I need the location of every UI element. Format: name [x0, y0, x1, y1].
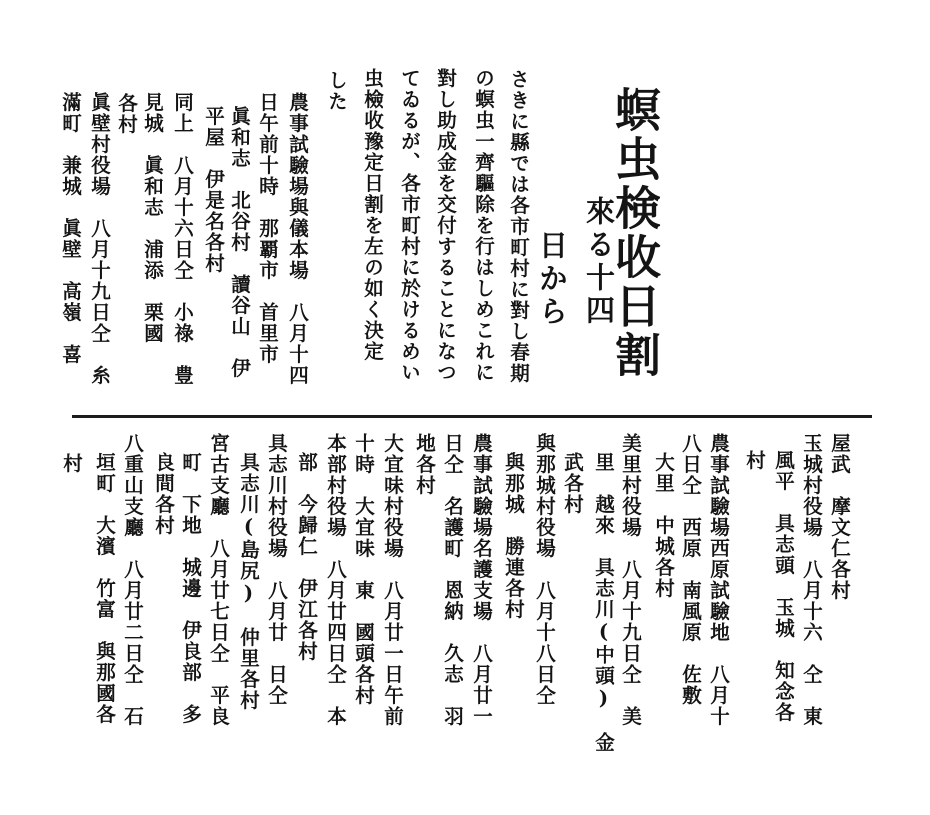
schedule-line: 本部村役場 八月廿四日仝 本: [324, 433, 347, 727]
schedule-line: 里 越來 具志川(中頭) 金: [592, 452, 615, 753]
schedule-line: 具志川(島尻) 仲里各村: [237, 452, 260, 711]
article-subtitle-line-1: 來る十四: [582, 196, 616, 328]
schedule-line: 垣町 大濱 竹富 與那國各: [93, 452, 116, 725]
body-line: 眞和志 北谷村 讀谷山 伊: [228, 106, 251, 379]
schedule-line: 八日仝 西原 南風原 佐敷: [679, 433, 702, 706]
schedule-line: 屋武 摩文仁各村: [828, 433, 851, 601]
schedule-line: 風平 具志頭 玉城 知念各: [772, 450, 795, 723]
schedule-line: 武各村: [561, 452, 584, 515]
body-line: 農事試驗場與儀本場 八月十四: [286, 92, 309, 386]
schedule-line: 町 下地 城邊 伊良部 多: [179, 452, 202, 725]
body-line: 同上 八月十六日仝 小祿 豊: [171, 92, 194, 386]
body-line: 對し助成金を交付することになつ: [434, 68, 457, 383]
schedule-line: 與那城村役場 八月十八日仝: [533, 433, 556, 706]
body-line: の螟虫一齊驅除を行はしめこれに: [472, 68, 495, 383]
schedule-line: 玉城村役場 八月十六 仝 東: [800, 433, 823, 727]
body-line: した: [325, 70, 348, 112]
schedule-line: 具志川村役場 八月廿 日仝: [265, 433, 288, 706]
schedule-line: 八重山支廳 八月廿二日仝 石: [121, 433, 144, 727]
body-line: 平屋 伊是名各村: [202, 106, 225, 274]
body-line: 虫檢收豫定日割を左の如く決定: [361, 68, 384, 362]
schedule-line: 農事試驗場名護支場 八月廿一: [470, 433, 493, 727]
schedule-line: 地各村: [413, 433, 436, 496]
schedule-line: 宮古支廳 八月廿七日仝 平良: [207, 433, 230, 727]
schedule-line: 部 今歸仁 伊江各村: [295, 452, 318, 662]
schedule-line: 日仝 名護町 恩納 久志 羽: [441, 433, 464, 727]
body-line: 各村: [115, 93, 138, 135]
schedule-line: 村: [60, 453, 83, 474]
section-divider: [72, 415, 872, 418]
body-line: 滿町 兼城 眞壁 高嶺 喜: [59, 92, 82, 365]
schedule-line: 農事試驗場西原試驗地 八月十: [707, 433, 730, 727]
body-line: 日午前十時 那覇市 首里市: [256, 92, 279, 365]
body-line: てゐるが、各市町村に於けるめい: [398, 68, 421, 383]
body-line: 眞壁村役場 八月十九日仝 糸: [88, 92, 111, 386]
schedule-line: 大宜味村役場 八月廿一日午前: [381, 433, 404, 727]
schedule-line: 村: [743, 450, 766, 471]
article-subtitle-line-2: 日から: [535, 230, 569, 329]
schedule-line: 大里 中城各村: [652, 452, 675, 599]
body-line: さきに縣では各市町村に對し春期: [507, 69, 530, 384]
schedule-line: 良間各村: [152, 452, 175, 536]
article-title: 螟虫検收日割: [608, 86, 662, 380]
schedule-line: 美里村役場 八月十九日仝 美: [619, 433, 642, 727]
body-line: 見城 眞和志 浦添 栗國: [141, 92, 164, 344]
schedule-line: 與那城 勝連各村: [502, 452, 525, 620]
schedule-line: 十時 大宜味 東 國頭各村: [352, 433, 375, 706]
